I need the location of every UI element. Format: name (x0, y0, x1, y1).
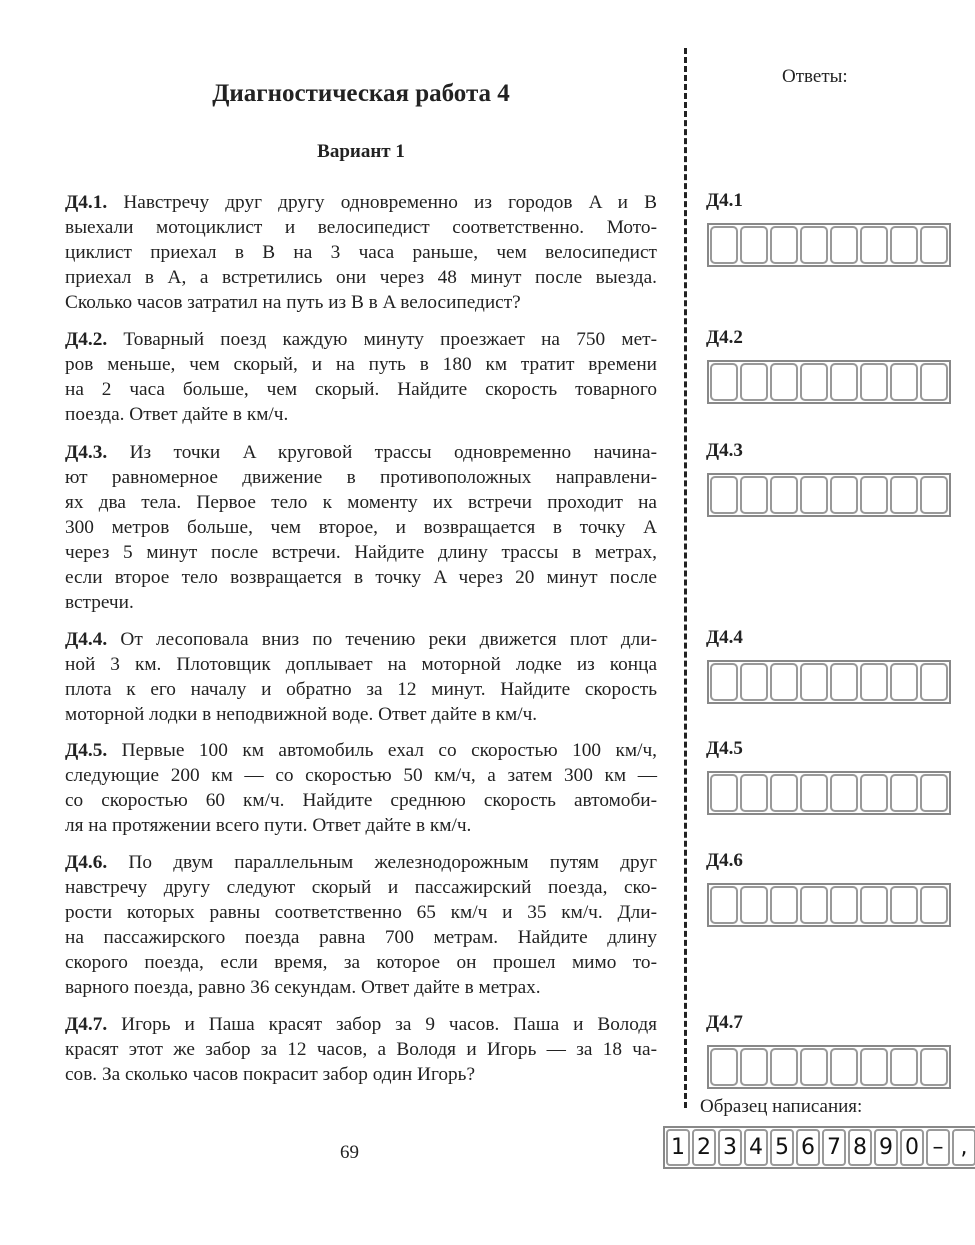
problem-text: следующие 200 км — со скоростью 50 км/ч, а затем 300 км — (65, 765, 657, 786)
cut-line-divider (684, 48, 687, 1108)
answer-cell[interactable] (890, 774, 918, 812)
sample-digits (663, 1126, 975, 1169)
answer-cell[interactable] (830, 663, 858, 701)
problem-line (65, 813, 657, 838)
answer-label: Д4.7 (706, 1012, 743, 1033)
problem-line (65, 652, 657, 677)
problem-text: 300 метров больше, чем второе, и возвращается в точку A (65, 517, 657, 538)
problem-text: поезда. Ответ дайте в км/ч. (65, 404, 289, 425)
answer-label: Д4.3 (706, 440, 743, 461)
problem-text: со скоростью 60 км/ч. Найдите среднюю скорость автомоби- (65, 790, 657, 811)
answer-cell[interactable] (890, 886, 918, 924)
problem-text: рости которых равны соответственно 65 км/ч и 35 км/ч. Дли- (65, 902, 657, 923)
answer-label: Д4.5 (706, 738, 743, 759)
answer-cell[interactable] (770, 774, 798, 812)
problem-text: через 5 минут после встречи. Найдите длину трассы в метрах, (65, 542, 657, 563)
problem-line (65, 515, 657, 540)
answer-cell[interactable] (830, 886, 858, 924)
answer-boxes[interactable] (707, 1045, 951, 1089)
problem-line (65, 440, 657, 465)
problem-text: на 2 часа больше, чем скорый. Найдите скорость товарного (65, 379, 657, 400)
problem-line (65, 627, 657, 652)
answer-cell[interactable] (830, 774, 858, 812)
answer-cell[interactable] (710, 886, 738, 924)
problem-text: плота к его началу и обратно за 12 минут. Найдите скорость (65, 679, 657, 700)
problem-label: Д4.1. (65, 192, 108, 213)
problem-line (65, 565, 657, 590)
problem-label: Д4.7. (65, 1014, 108, 1035)
sample-char: 7 (822, 1129, 846, 1166)
answer-cell[interactable] (890, 363, 918, 401)
answer-cell[interactable] (860, 1048, 888, 1086)
problem-line (65, 788, 657, 813)
problem-3 (65, 440, 657, 615)
problem-text: Товарный поезд каждую минуту проезжает на 750 мет- (107, 329, 657, 350)
problem-text: По двум параллельным железнодорожным путям друг (107, 852, 657, 873)
problem-line (65, 900, 657, 925)
problem-label: Д4.6. (65, 852, 108, 873)
answer-boxes[interactable] (707, 360, 951, 404)
problem-line (65, 490, 657, 515)
problem-text: приехал в A, а встретились они через 48 минут после выезда. (65, 267, 657, 288)
problem-line (65, 352, 657, 377)
problem-line (65, 402, 657, 427)
problem-text: циклист приехал в B на 3 часа раньше, чем велосипедист (65, 242, 657, 263)
answer-label: Д4.6 (706, 850, 743, 871)
problem-text: От лесоповала вниз по течению реки движется плот дли- (107, 629, 657, 650)
problem-7 (65, 1012, 657, 1087)
answer-boxes[interactable] (707, 660, 951, 704)
problem-line (65, 850, 657, 875)
answer-cell[interactable] (860, 363, 888, 401)
problem-6 (65, 850, 657, 1000)
answer-cell[interactable] (920, 886, 948, 924)
problem-line (65, 377, 657, 402)
page-number: 69 (340, 1142, 359, 1163)
answer-cell[interactable] (920, 476, 948, 514)
problem-text: моторной лодки в неподвижной воде. Ответ дайте в км/ч. (65, 704, 538, 725)
problem-text: сов. За сколько часов покрасит забор один Игорь? (65, 1064, 476, 1085)
answer-cell[interactable] (860, 663, 888, 701)
problem-line (65, 925, 657, 950)
variant-heading: Вариант 1 (317, 141, 405, 162)
problem-text: Навстречу друг другу одновременно из городов A и B (107, 192, 657, 213)
sample-char: – (926, 1129, 950, 1166)
problem-label: Д4.4. (65, 629, 108, 650)
answer-cell[interactable] (740, 1048, 768, 1086)
problem-text: Из точки A круговой трассы одновременно начина- (107, 442, 657, 463)
answer-cell[interactable] (710, 774, 738, 812)
answer-cell[interactable] (800, 886, 828, 924)
problem-line (65, 975, 657, 1000)
problem-line (65, 875, 657, 900)
problem-4 (65, 627, 657, 727)
answer-cell[interactable] (770, 663, 798, 701)
problem-label: Д4.2. (65, 329, 108, 350)
problem-text: варного поезда, равно 36 секундам. Ответ дайте в метрах. (65, 977, 541, 998)
problem-line (65, 1062, 657, 1087)
answer-cell[interactable] (890, 226, 918, 264)
answer-boxes[interactable] (707, 223, 951, 267)
sample-char: , (952, 1129, 975, 1166)
problem-line (65, 215, 657, 240)
problem-line (65, 702, 657, 727)
answer-cell[interactable] (740, 886, 768, 924)
problem-text: Сколько часов затратил на путь из B в A велосипедист? (65, 292, 521, 313)
problem-text: Первые 100 км автомобиль ехал со скоростью 100 км/ч, (107, 740, 657, 761)
answer-cell[interactable] (920, 774, 948, 812)
sample-char: 3 (718, 1129, 742, 1166)
answer-cell[interactable] (920, 1048, 948, 1086)
answer-cell[interactable] (800, 226, 828, 264)
problem-line (65, 190, 657, 215)
problem-line (65, 950, 657, 975)
problem-line (65, 1012, 657, 1037)
problem-2 (65, 327, 657, 427)
answer-cell[interactable] (710, 663, 738, 701)
answer-cell[interactable] (740, 363, 768, 401)
problem-5 (65, 738, 657, 838)
problem-text: Игорь и Паша красят забор за 9 часов. Паша и Володя (107, 1014, 657, 1035)
answer-cell[interactable] (800, 476, 828, 514)
problem-text: ной 3 км. Плотовщик доплывает на моторной лодке из конца (65, 654, 657, 675)
answer-cell[interactable] (770, 1048, 798, 1086)
sample-char: 0 (900, 1129, 924, 1166)
sample-label: Образец написания: (700, 1096, 863, 1117)
sample-char: 2 (692, 1129, 716, 1166)
answer-cell[interactable] (890, 663, 918, 701)
problem-text: ля на протяжении всего пути. Ответ дайте в км/ч. (65, 815, 472, 836)
problem-line (65, 265, 657, 290)
problem-text: ют равномерное движение в противоположных направлени- (65, 467, 657, 488)
answer-cell[interactable] (920, 663, 948, 701)
problem-text: ях два тела. Первое тело к моменту их встречи проходит на (65, 492, 657, 513)
problem-line (65, 738, 657, 763)
answer-cell[interactable] (740, 226, 768, 264)
problem-text: скорого поезда, если время, за которое он прошел мимо то- (65, 952, 657, 973)
problem-line (65, 327, 657, 352)
answer-cell[interactable] (770, 886, 798, 924)
problem-line (65, 677, 657, 702)
problem-line (65, 763, 657, 788)
answer-cell[interactable] (770, 476, 798, 514)
sample-char: 8 (848, 1129, 872, 1166)
answer-cell[interactable] (740, 774, 768, 812)
answer-cell[interactable] (740, 476, 768, 514)
answer-boxes[interactable] (707, 883, 951, 927)
answer-cell[interactable] (830, 363, 858, 401)
page-title: Диагностическая работа 4 (212, 80, 510, 107)
problem-line (65, 590, 657, 615)
sample-char: 9 (874, 1129, 898, 1166)
answer-cell[interactable] (860, 226, 888, 264)
answer-cell[interactable] (710, 226, 738, 264)
answer-cell[interactable] (770, 226, 798, 264)
answer-cell[interactable] (830, 476, 858, 514)
sample-char: 4 (744, 1129, 768, 1166)
answer-label: Д4.4 (706, 627, 743, 648)
answer-cell[interactable] (830, 226, 858, 264)
answer-cell[interactable] (920, 226, 948, 264)
problem-line (65, 540, 657, 565)
problem-text: ров меньше, чем скорый, и на путь в 180 км тратит времени (65, 354, 657, 375)
problem-line (65, 240, 657, 265)
answer-cell[interactable] (800, 774, 828, 812)
answer-cell[interactable] (830, 1048, 858, 1086)
problem-text: навстречу другу следуют скорый и пассажирский поезда, ско- (65, 877, 657, 898)
answer-cell[interactable] (770, 363, 798, 401)
answer-cell[interactable] (710, 476, 738, 514)
problem-text: встречи. (65, 592, 134, 613)
sample-char: 6 (796, 1129, 820, 1166)
answer-cell[interactable] (860, 476, 888, 514)
answer-cell[interactable] (920, 363, 948, 401)
answer-cell[interactable] (710, 1048, 738, 1086)
answer-cell[interactable] (800, 1048, 828, 1086)
answers-heading: Ответы: (782, 66, 848, 87)
problem-text: красят этот же забор за 12 часов, а Володя и Игорь — за 18 ча- (65, 1039, 657, 1060)
answer-cell[interactable] (800, 363, 828, 401)
answer-label: Д4.2 (706, 327, 743, 348)
problem-line (65, 290, 657, 315)
answer-cell[interactable] (740, 663, 768, 701)
sample-char: 5 (770, 1129, 794, 1166)
problem-1 (65, 190, 657, 315)
problem-text: на пассажирского поезда равна 700 метрам. Найдите длину (65, 927, 657, 948)
answer-cell[interactable] (860, 774, 888, 812)
problem-label: Д4.3. (65, 442, 108, 463)
answer-label: Д4.1 (706, 190, 743, 211)
sample-char: 1 (666, 1129, 690, 1166)
problem-text: выехали мотоциклист и велосипедист соответственно. Мото- (65, 217, 657, 238)
answer-cell[interactable] (800, 663, 828, 701)
problem-line (65, 1037, 657, 1062)
answer-cell[interactable] (890, 1048, 918, 1086)
problem-line (65, 465, 657, 490)
answer-cell[interactable] (890, 476, 918, 514)
problem-label: Д4.5. (65, 740, 108, 761)
answer-cell[interactable] (710, 363, 738, 401)
problem-text: если второе тело возвращается в точку A через 20 минут после (65, 567, 657, 588)
answer-boxes[interactable] (707, 771, 951, 815)
answer-cell[interactable] (860, 886, 888, 924)
answer-boxes[interactable] (707, 473, 951, 517)
